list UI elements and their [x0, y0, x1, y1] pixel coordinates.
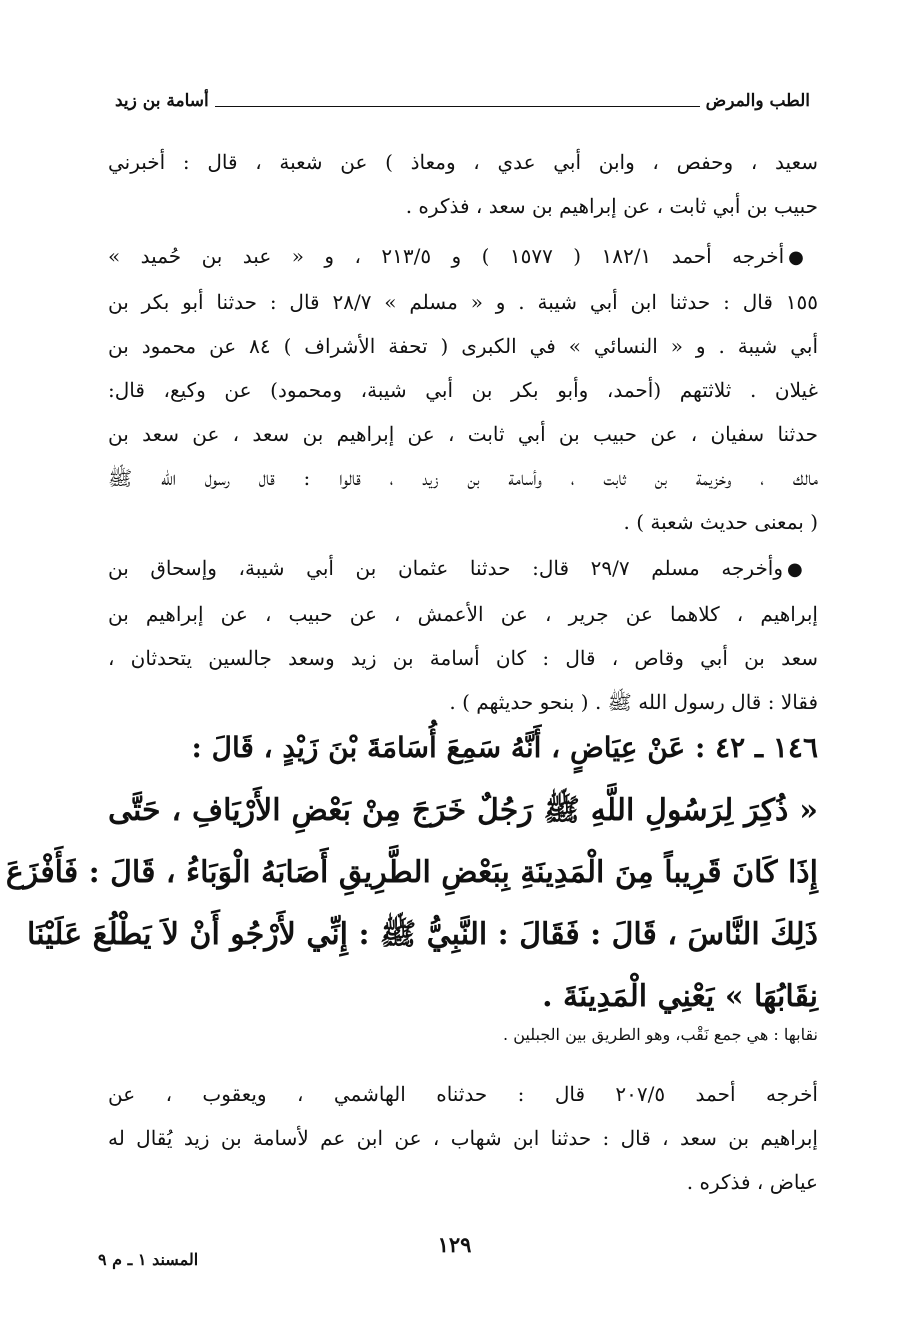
signature-mark: المسند ١ ـ م ٩	[98, 1250, 199, 1269]
paragraph-2	[108, 234, 818, 544]
bullet-icon: ●	[788, 247, 818, 268]
bullet-icon: ●	[787, 559, 818, 580]
header-rule	[215, 106, 700, 107]
text-line: حدثنا سفيان ، عن حبيب بن أبي ثابت ، عن إبراهيم بن سعد ، عن سعد بن	[108, 422, 818, 446]
text-line: إبراهيم بن سعد ، قال : حدثنا ابن شهاب ، عن ابن عم لأسامة بن زيد يُقال له	[108, 1126, 818, 1150]
running-header	[115, 86, 810, 116]
gloss-text: نقابها : هي جمع نَقْب، وهو الطريق بين الجبلين .	[503, 1025, 818, 1044]
section-title: أسامة بن زيد	[115, 91, 209, 111]
paragraph-1	[108, 140, 818, 228]
hadith-heading	[108, 718, 818, 778]
text-line: عياض ، فذكره .	[686, 1170, 818, 1194]
text-line: ( بمعنى حديث شعبة ) .	[623, 510, 818, 534]
hadith-line: « ذُكِرَ لِرَسُولِ اللَّهِ ﷺ رَجُلٌ خَرَجَ مِنْ بَعْضِ الأَرْيَافِ ، حَتَّى	[108, 793, 818, 828]
text-line: فقالا : قال رسول الله ﷺ . ( بنحو حديثهم ) .	[449, 690, 818, 714]
text-line	[108, 234, 818, 280]
text-line: إبراهيم ، كلاهما عن جرير ، عن الأعمش ، عن حبيب ، عن إبراهيم بن	[108, 602, 818, 626]
text-line: أبي شيبة . و « النسائي » في الكبرى ( تحفة الأشراف ) ٨٤ عن محمود بن	[108, 334, 818, 358]
paragraph-4	[108, 1072, 818, 1204]
hadith-text	[5, 780, 818, 1028]
text-line: أخرجه أحمد ٢٠٧/٥ قال : حدثناه الهاشمي ، ويعقوب ، عن	[108, 1082, 818, 1106]
hadith-line: ذَلِكَ النَّاسَ ، قَالَ : فَقَالَ : النَّبِيُّ ﷺ : إِنِّي لأَرْجُو أَنْ لاَ يَطْلُعَ عَلَيْنَا	[27, 917, 818, 952]
text-line: حبيب بن أبي ثابت ، عن إبراهيم بن سعد ، فذكره .	[405, 194, 818, 218]
hadith-heading-text: ١٤٦ ـ ٤٢ : عَنْ عِيَاضٍ ، أَنَّهُ سَمِعَ أُسَامَةَ بْنَ زَيْدٍ ، قَالَ :	[191, 731, 818, 764]
text-line	[108, 546, 818, 592]
text-line-content: أخرجه أحمد ١٨٢/١ ( ١٥٧٧ ) و ٢١٣/٥ ، و « عبد بن حُميد »	[108, 244, 785, 268]
text-line: غيلان . ثلاثتهم (أحمد، وأبو بكر بن أبي شيبة، ومحمود) عن وكيع، قال:	[108, 378, 818, 402]
paragraph-3	[108, 546, 818, 724]
text-line: سعد بن أبي وقاص ، قال : كان أسامة بن زيد وسعد جالسين يتحدثان ،	[108, 646, 818, 670]
page-number: ١٢٩	[437, 1232, 472, 1257]
text-line: سعيد ، وحفص ، وابن أبي عدي ، ومعاذ ) عن شعبة ، قال : أخبرني	[108, 150, 818, 174]
text-line: ١٥٥ قال : حدثنا ابن أبي شيبة . و « مسلم » ٢٨/٧ قال : حدثنا أبو بكر بن	[108, 290, 818, 314]
text-line-content: وأخرجه مسلم ٢٩/٧ قال: حدثنا عثمان بن أبي شيبة، وإسحاق بن	[108, 556, 784, 580]
hadith-line: نِقَابُهَا » يَعْنِي الْمَدِينَةَ .	[542, 979, 818, 1014]
text-line: مالك ، وخزيمة بن ثابت ، وأسامة بن زيد ، قالوا : قال رسول الله ﷺ	[108, 466, 818, 490]
hadith-line: إِذَا كَانَ قَرِيباً مِنَ الْمَدِينَةِ بِبَعْضِ الطَّرِيقِ أَصَابَهُ الْوَبَاءُ ، قَالَ : فَأَفْزَعَ	[5, 855, 818, 890]
footnote-gloss	[108, 1020, 818, 1050]
book-title: الطب والمرض	[705, 91, 810, 111]
